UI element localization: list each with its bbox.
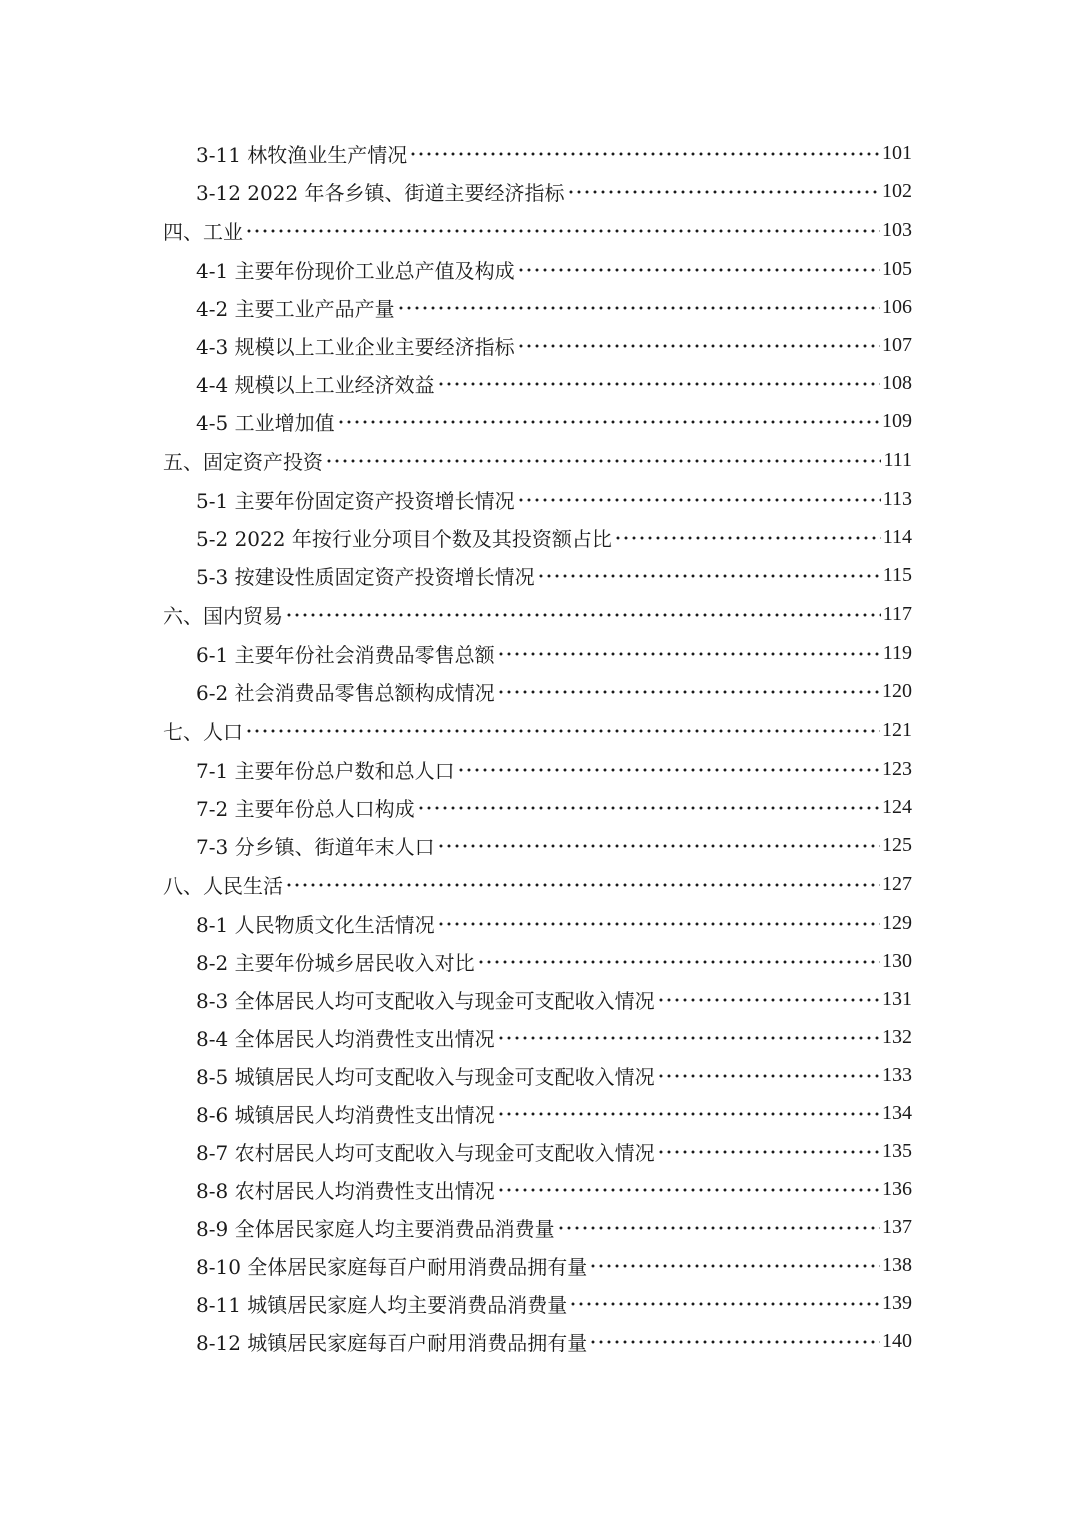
toc-entry[interactable] [0, 826, 1074, 864]
toc-entry-title: 3-11 林牧渔业生产情况 [196, 142, 408, 167]
toc-page-number: 131 [882, 987, 912, 1010]
toc-entry[interactable] [0, 172, 1074, 210]
toc-page-number: 113 [882, 487, 912, 510]
toc-page-number: 101 [882, 141, 912, 164]
toc-page-number: 117 [882, 602, 912, 625]
toc-entry[interactable] [0, 672, 1074, 710]
toc-page-number: 127 [882, 872, 912, 895]
dot-leader [614, 536, 881, 540]
toc-entry-title: 6-1 主要年份社会消费品零售总额 [196, 642, 495, 667]
toc-entry-title: 4-5 工业增加值 [196, 410, 335, 435]
toc-entry[interactable] [0, 134, 1074, 172]
dot-leader [497, 652, 881, 656]
toc-entry[interactable] [0, 480, 1074, 518]
toc-entry-title: 7-2 主要年份总人口构成 [196, 796, 415, 821]
toc-chapter-entry[interactable] [0, 440, 1074, 480]
dot-leader [567, 190, 880, 194]
toc-page-number: 124 [882, 795, 912, 818]
toc-page-number: 120 [882, 679, 912, 702]
dot-leader [497, 1112, 880, 1116]
dot-leader [537, 574, 881, 578]
toc-entry[interactable] [0, 980, 1074, 1018]
toc-entry[interactable] [0, 250, 1074, 288]
dot-leader [589, 1340, 880, 1344]
toc-entry[interactable] [0, 518, 1074, 556]
toc-entry-title: 8-3 全体居民人均可支配收入与现金可支配收入情况 [196, 988, 655, 1013]
toc-chapter-entry[interactable] [0, 594, 1074, 634]
toc-entry-title: 4-3 规模以上工业企业主要经济指标 [196, 334, 515, 359]
toc-page-number: 139 [882, 1291, 912, 1314]
dot-leader [657, 1074, 880, 1078]
toc-entry-title: 8-4 全体居民人均消费性支出情况 [196, 1026, 495, 1051]
toc-chapter-entry[interactable] [0, 210, 1074, 250]
toc-entry-title: 8-6 城镇居民人均消费性支出情况 [196, 1102, 495, 1127]
toc-entry-title: 4-2 主要工业产品产量 [196, 296, 395, 321]
toc-page-number: 109 [882, 409, 912, 432]
dot-leader [497, 690, 880, 694]
dot-leader [457, 768, 880, 772]
toc-page-number: 111 [883, 448, 912, 471]
toc-entry-title: 5-3 按建设性质固定资产投资增长情况 [196, 564, 535, 589]
dot-leader [337, 420, 880, 424]
toc-entry-title: 8-10 全体居民家庭每百户耐用消费品拥有量 [196, 1254, 588, 1279]
toc-page-number: 132 [882, 1025, 912, 1048]
dot-leader [437, 922, 880, 926]
toc-entry-title: 六、国内贸易 [163, 603, 283, 628]
dot-leader [569, 1302, 880, 1306]
toc-page-number: 125 [882, 833, 912, 856]
toc-page-number: 107 [882, 333, 912, 356]
toc-chapter-entry[interactable] [0, 864, 1074, 904]
toc-entry[interactable] [0, 1094, 1074, 1132]
toc-entry[interactable] [0, 1018, 1074, 1056]
dot-leader [409, 152, 880, 156]
toc-page-number: 129 [882, 911, 912, 934]
toc-entry[interactable] [0, 634, 1074, 672]
dot-leader [285, 883, 880, 887]
toc-page-number: 130 [882, 949, 912, 972]
toc-entry-title: 8-1 人民物质文化生活情况 [196, 912, 435, 937]
dot-leader [477, 960, 880, 964]
dot-leader [245, 729, 880, 733]
toc-entry[interactable] [0, 788, 1074, 826]
toc-entry[interactable] [0, 1132, 1074, 1170]
toc-entry-title: 8-8 农村居民人均消费性支出情况 [196, 1178, 495, 1203]
toc-entry-title: 6-2 社会消费品零售总额构成情况 [196, 680, 495, 705]
dot-leader [437, 844, 880, 848]
dot-leader [589, 1264, 880, 1268]
toc-entry-title: 4-1 主要年份现价工业总产值及构成 [196, 258, 515, 283]
toc-page-number: 105 [882, 257, 912, 280]
dot-leader [497, 1036, 880, 1040]
toc-page-number: 140 [882, 1329, 912, 1352]
toc-entry-title: 3-12 2022 年各乡镇、街道主要经济指标 [196, 180, 565, 205]
toc-entry[interactable] [0, 1322, 1074, 1360]
toc-entry[interactable] [0, 364, 1074, 402]
toc-page-number: 103 [882, 218, 912, 241]
toc-page-number: 135 [882, 1139, 912, 1162]
toc-entry-title: 5-2 2022 年按行业分项目个数及其投资额占比 [196, 526, 612, 551]
toc-page-number: 134 [882, 1101, 912, 1124]
toc-page-number: 114 [882, 525, 912, 548]
toc-entry[interactable] [0, 1246, 1074, 1284]
dot-leader [557, 1226, 880, 1230]
toc-page-number: 138 [882, 1253, 912, 1276]
toc-entry-title: 四、工业 [163, 219, 243, 244]
table-of-contents [0, 134, 1074, 1360]
toc-entry[interactable] [0, 326, 1074, 364]
dot-leader [325, 459, 881, 463]
toc-entry-title: 4-4 规模以上工业经济效益 [196, 372, 435, 397]
toc-entry[interactable] [0, 904, 1074, 942]
toc-page-number: 106 [882, 295, 912, 318]
dot-leader [397, 306, 880, 310]
toc-entry[interactable] [0, 402, 1074, 440]
toc-page-number: 102 [882, 179, 912, 202]
toc-entry[interactable] [0, 556, 1074, 594]
toc-entry[interactable] [0, 288, 1074, 326]
dot-leader [437, 382, 880, 386]
dot-leader [517, 498, 881, 502]
toc-entry-title: 8-7 农村居民人均可支配收入与现金可支配收入情况 [196, 1140, 655, 1165]
toc-entry[interactable] [0, 1056, 1074, 1094]
toc-entry-title: 5-1 主要年份固定资产投资增长情况 [196, 488, 515, 513]
toc-page-number: 119 [882, 641, 912, 664]
toc-entry-title: 8-9 全体居民家庭人均主要消费品消费量 [196, 1216, 555, 1241]
dot-leader [657, 1150, 880, 1154]
toc-entry-title: 8-2 主要年份城乡居民收入对比 [196, 950, 475, 975]
toc-page-number: 108 [882, 371, 912, 394]
dot-leader [517, 268, 880, 272]
toc-entry-title: 8-11 城镇居民家庭人均主要消费品消费量 [196, 1292, 568, 1317]
dot-leader [245, 229, 880, 233]
toc-entry-title: 7-3 分乡镇、街道年末人口 [196, 834, 435, 859]
toc-entry[interactable] [0, 942, 1074, 980]
toc-entry-title: 8-5 城镇居民人均可支配收入与现金可支配收入情况 [196, 1064, 655, 1089]
toc-entry-title: 7-1 主要年份总户数和总人口 [196, 758, 455, 783]
toc-chapter-entry[interactable] [0, 710, 1074, 750]
toc-entry[interactable] [0, 1208, 1074, 1246]
toc-page-number: 121 [882, 718, 912, 741]
toc-page-number: 123 [882, 757, 912, 780]
dot-leader [497, 1188, 880, 1192]
dot-leader [417, 806, 880, 810]
toc-entry-title: 八、人民生活 [163, 873, 283, 898]
toc-page-number: 137 [882, 1215, 912, 1238]
toc-entry[interactable] [0, 1170, 1074, 1208]
toc-entry-title: 七、人口 [163, 719, 243, 744]
toc-entry[interactable] [0, 750, 1074, 788]
toc-page-number: 133 [882, 1063, 912, 1086]
toc-entry-title: 8-12 城镇居民家庭每百户耐用消费品拥有量 [196, 1330, 588, 1355]
dot-leader [285, 613, 881, 617]
toc-entry[interactable] [0, 1284, 1074, 1322]
dot-leader [657, 998, 880, 1002]
toc-page-number: 115 [882, 563, 912, 586]
toc-entry-title: 五、固定资产投资 [163, 449, 323, 474]
toc-page-number: 136 [882, 1177, 912, 1200]
dot-leader [517, 344, 880, 348]
